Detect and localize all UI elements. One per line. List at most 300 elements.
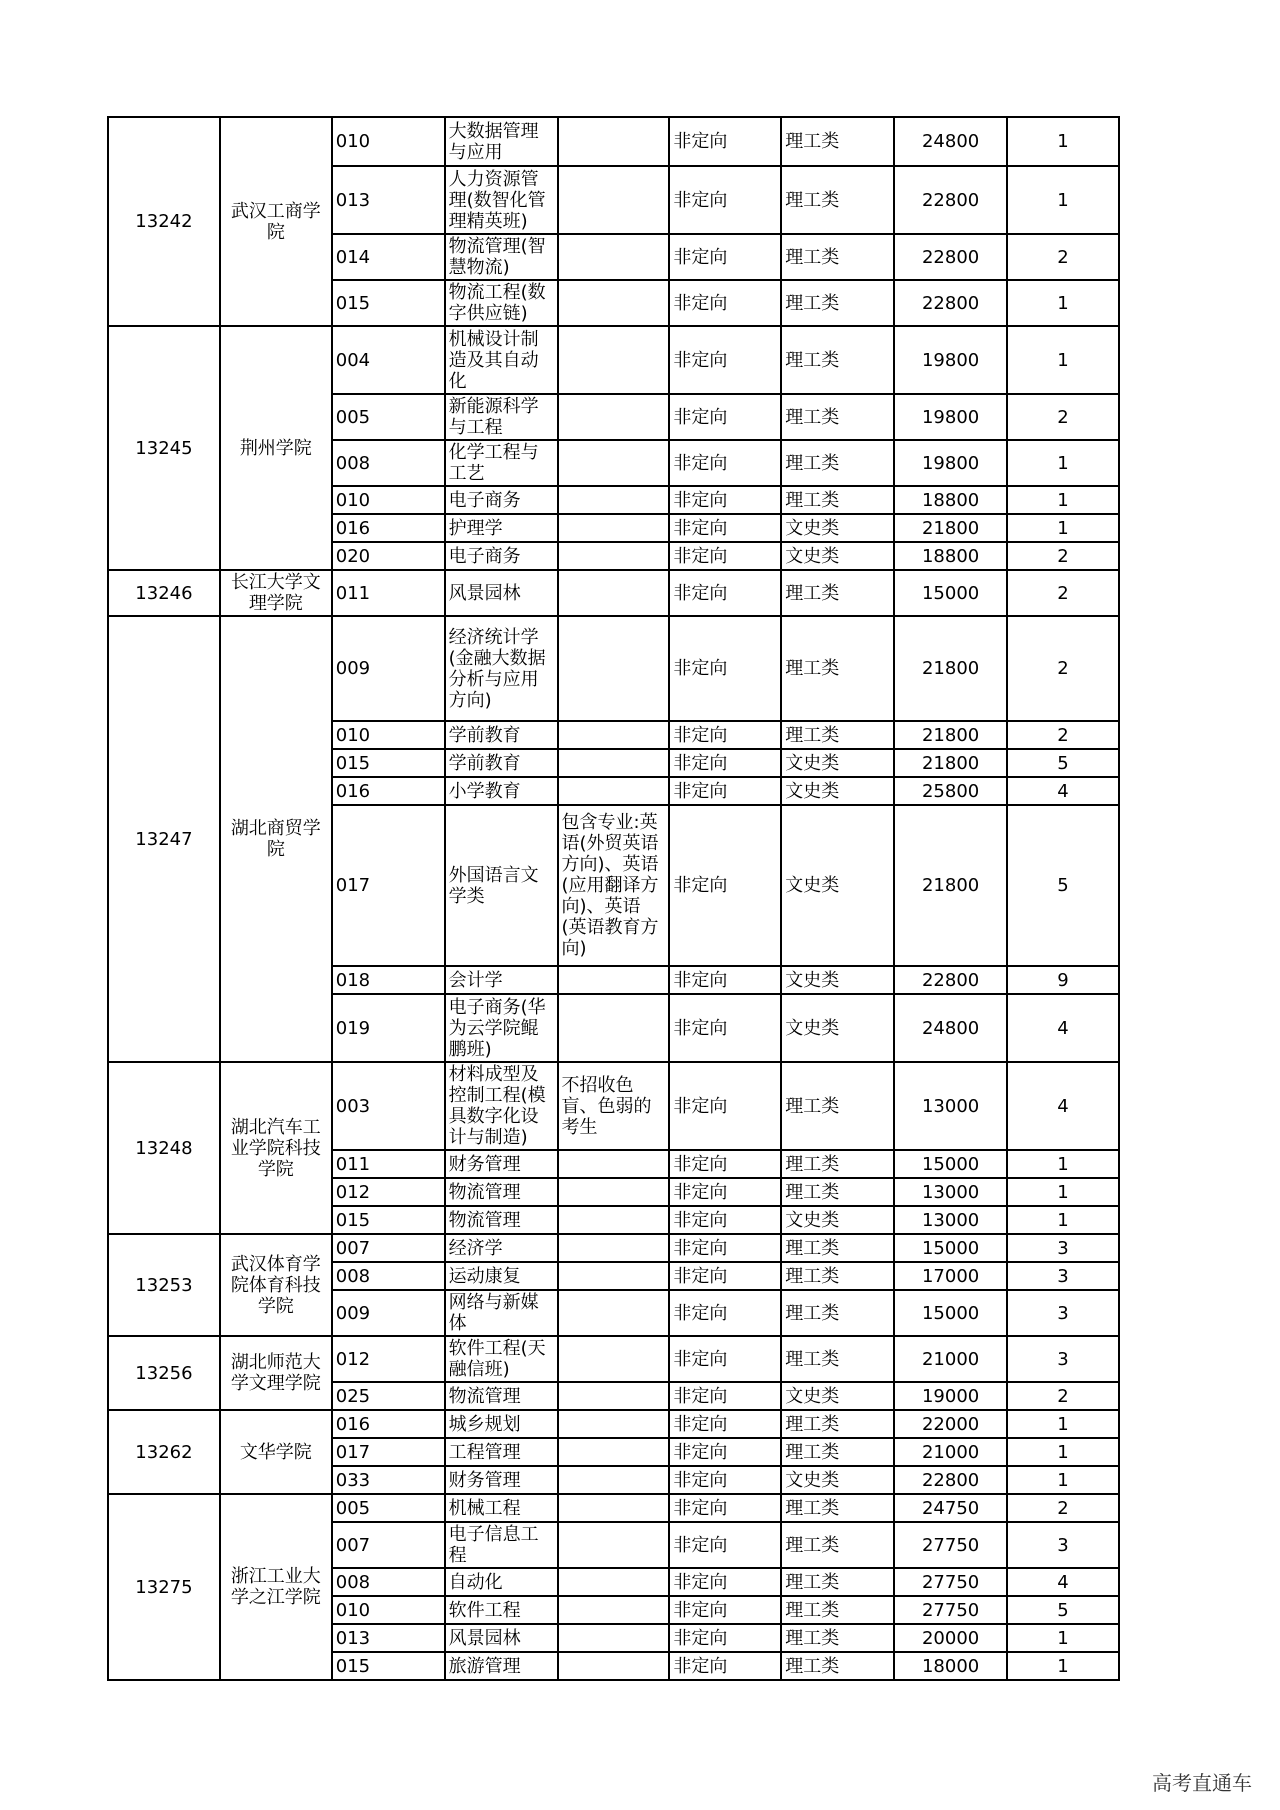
major-name bbox=[445, 749, 558, 777]
plan-type-text: 非定向 bbox=[673, 1534, 728, 1556]
major-code bbox=[332, 966, 445, 994]
major-name bbox=[445, 1234, 558, 1262]
major-note bbox=[558, 280, 670, 326]
school-code-text: 13242 bbox=[135, 211, 193, 232]
major-name bbox=[445, 486, 558, 514]
school-code bbox=[108, 1494, 220, 1680]
major-name-text: 电子商务(华为云学院鲲鹏班) bbox=[448, 996, 546, 1060]
major-code bbox=[332, 1178, 445, 1206]
plan-type-text: 非定向 bbox=[673, 1497, 728, 1519]
table-row bbox=[108, 1494, 1119, 1522]
tuition-fee bbox=[894, 1568, 1007, 1596]
plan-type-text: 非定向 bbox=[673, 131, 728, 152]
plan-count bbox=[1007, 514, 1119, 542]
major-name-text: 人力资源管理(数智化管理精英班) bbox=[448, 168, 546, 232]
plan-count-text: 2 bbox=[1057, 246, 1069, 268]
major-note bbox=[558, 1234, 670, 1262]
major-code-text: 019 bbox=[335, 1017, 371, 1039]
tuition-fee-text: 25800 bbox=[921, 780, 980, 802]
plan-type bbox=[669, 1652, 781, 1680]
plan-count bbox=[1007, 1494, 1119, 1522]
plan-count-text: 1 bbox=[1057, 1655, 1069, 1677]
plan-table bbox=[107, 116, 1120, 1681]
major-name bbox=[445, 326, 558, 394]
major-code bbox=[332, 326, 445, 394]
plan-type-text: 非定向 bbox=[673, 1237, 728, 1259]
major-name-text: 经济学 bbox=[448, 1237, 503, 1259]
subject-category-text: 理工类 bbox=[785, 406, 840, 428]
subject-category-text: 文史类 bbox=[785, 517, 840, 539]
major-code bbox=[332, 542, 445, 570]
subject-category bbox=[781, 1466, 894, 1494]
tuition-fee bbox=[894, 514, 1007, 542]
subject-category bbox=[781, 1568, 894, 1596]
tuition-fee bbox=[894, 326, 1007, 394]
subject-category bbox=[781, 749, 894, 777]
plan-count-text: 1 bbox=[1057, 1181, 1069, 1203]
major-name bbox=[445, 966, 558, 994]
subject-category bbox=[781, 1206, 894, 1234]
major-code-text: 010 bbox=[335, 1599, 371, 1621]
major-code bbox=[332, 234, 445, 280]
plan-type-text: 非定向 bbox=[673, 1627, 728, 1649]
major-note bbox=[558, 326, 670, 394]
school-code-text: 13248 bbox=[135, 1137, 193, 1159]
major-note bbox=[558, 1596, 670, 1624]
school-name-text: 长江大学文理学院 bbox=[230, 572, 321, 614]
subject-category bbox=[781, 440, 894, 486]
subject-category-text: 文史类 bbox=[785, 1209, 840, 1231]
major-name bbox=[445, 721, 558, 749]
plan-type bbox=[669, 1178, 781, 1206]
major-code bbox=[332, 1206, 445, 1234]
subject-category-text: 理工类 bbox=[785, 452, 840, 474]
plan-type bbox=[669, 994, 781, 1062]
school-name bbox=[220, 1062, 332, 1234]
tuition-fee-text: 21000 bbox=[921, 1348, 980, 1370]
tuition-fee bbox=[894, 1596, 1007, 1624]
table-row bbox=[108, 326, 1119, 394]
subject-category-text: 理工类 bbox=[785, 724, 840, 746]
tuition-fee bbox=[894, 994, 1007, 1062]
subject-category bbox=[781, 616, 894, 721]
plan-type bbox=[669, 394, 781, 440]
major-note bbox=[558, 777, 670, 805]
plan-count-text: 2 bbox=[1057, 724, 1069, 746]
plan-count-text: 1 bbox=[1057, 517, 1069, 539]
major-note bbox=[558, 616, 670, 721]
major-name bbox=[445, 1568, 558, 1596]
major-note bbox=[558, 1178, 670, 1206]
plan-count bbox=[1007, 721, 1119, 749]
major-name bbox=[445, 805, 558, 966]
major-note bbox=[558, 542, 670, 570]
tuition-fee bbox=[894, 1150, 1007, 1178]
major-code-text: 011 bbox=[335, 582, 371, 604]
major-code-text: 015 bbox=[335, 752, 371, 774]
major-name-text: 自动化 bbox=[448, 1571, 503, 1593]
major-name-text: 运动康复 bbox=[448, 1265, 521, 1287]
major-code-text: 015 bbox=[335, 1209, 371, 1231]
plan-type bbox=[669, 486, 781, 514]
tuition-fee bbox=[894, 486, 1007, 514]
major-code bbox=[332, 1652, 445, 1680]
subject-category bbox=[781, 1336, 894, 1382]
major-name bbox=[445, 1290, 558, 1336]
plan-type-text: 非定向 bbox=[673, 1385, 728, 1407]
major-name bbox=[445, 570, 558, 616]
subject-category-text: 理工类 bbox=[785, 1534, 840, 1556]
subject-category-text: 理工类 bbox=[785, 1413, 840, 1435]
major-name-text: 风景园林 bbox=[448, 1627, 521, 1649]
plan-count-text: 1 bbox=[1057, 452, 1069, 474]
plan-type bbox=[669, 1466, 781, 1494]
plan-count-text: 1 bbox=[1057, 1153, 1069, 1175]
plan-type bbox=[669, 166, 781, 234]
major-name bbox=[445, 1336, 558, 1382]
school-name bbox=[220, 326, 332, 570]
major-name-text: 化学工程与工艺 bbox=[448, 442, 539, 484]
subject-category bbox=[781, 1438, 894, 1466]
school-name-text: 湖北商贸学院 bbox=[230, 818, 321, 860]
school-code bbox=[108, 326, 220, 570]
tuition-fee-text: 21800 bbox=[921, 517, 980, 539]
major-code bbox=[332, 514, 445, 542]
major-name-text: 软件工程 bbox=[448, 1599, 521, 1621]
plan-count-text: 5 bbox=[1057, 875, 1069, 896]
plan-type bbox=[669, 1438, 781, 1466]
major-code bbox=[332, 1522, 445, 1568]
school-code-text: 13247 bbox=[135, 828, 193, 850]
plan-count bbox=[1007, 1568, 1119, 1596]
major-name bbox=[445, 1382, 558, 1410]
major-code bbox=[332, 1494, 445, 1522]
subject-category-text: 理工类 bbox=[785, 1237, 840, 1259]
plan-type-text: 非定向 bbox=[673, 875, 728, 896]
major-code bbox=[332, 570, 445, 616]
major-code bbox=[332, 1466, 445, 1494]
plan-type-text: 非定向 bbox=[673, 1413, 728, 1435]
major-code bbox=[332, 166, 445, 234]
subject-category-text: 理工类 bbox=[785, 189, 840, 211]
plan-type bbox=[669, 1522, 781, 1568]
tuition-fee bbox=[894, 1382, 1007, 1410]
tuition-fee bbox=[894, 1290, 1007, 1336]
tuition-fee-text: 21800 bbox=[921, 875, 980, 896]
tuition-fee-text: 24750 bbox=[921, 1497, 980, 1519]
tuition-fee bbox=[894, 1652, 1007, 1680]
tuition-fee bbox=[894, 1522, 1007, 1568]
major-code-text: 009 bbox=[335, 1302, 371, 1324]
plan-count bbox=[1007, 1206, 1119, 1234]
plan-type bbox=[669, 234, 781, 280]
plan-count bbox=[1007, 1150, 1119, 1178]
subject-category-text: 理工类 bbox=[785, 1497, 840, 1519]
tuition-fee bbox=[894, 440, 1007, 486]
major-code-text: 013 bbox=[335, 1627, 371, 1649]
school-code bbox=[108, 1234, 220, 1336]
major-note bbox=[558, 1624, 670, 1652]
school-name-text: 文华学院 bbox=[239, 1441, 312, 1463]
plan-type-text: 非定向 bbox=[673, 780, 728, 802]
tuition-fee bbox=[894, 1206, 1007, 1234]
major-name bbox=[445, 1438, 558, 1466]
major-name-text: 物流管理(智慧物流) bbox=[448, 236, 546, 278]
tuition-fee-text: 17000 bbox=[921, 1265, 980, 1287]
major-code bbox=[332, 1438, 445, 1466]
major-code-text: 010 bbox=[335, 131, 371, 152]
subject-category-text: 理工类 bbox=[785, 1348, 840, 1370]
plan-count-text: 1 bbox=[1057, 1627, 1069, 1649]
major-name bbox=[445, 542, 558, 570]
major-code bbox=[332, 616, 445, 721]
plan-type bbox=[669, 1234, 781, 1262]
watermark-text: 高考直通车 bbox=[1152, 1771, 1252, 1795]
major-code bbox=[332, 1382, 445, 1410]
major-name-text: 电子信息工程 bbox=[448, 1524, 539, 1566]
plan-count bbox=[1007, 1336, 1119, 1382]
tuition-fee bbox=[894, 394, 1007, 440]
table-body bbox=[108, 117, 1119, 1680]
plan-count bbox=[1007, 1410, 1119, 1438]
major-name-text: 护理学 bbox=[448, 517, 503, 539]
major-name-text: 财务管理 bbox=[448, 1469, 521, 1491]
subject-category-text: 文史类 bbox=[785, 545, 840, 567]
major-note bbox=[558, 1652, 670, 1680]
major-note bbox=[558, 394, 670, 440]
major-name-text: 财务管理 bbox=[448, 1153, 521, 1175]
plan-type bbox=[669, 280, 781, 326]
tuition-fee bbox=[894, 166, 1007, 234]
subject-category-text: 文史类 bbox=[785, 780, 840, 802]
plan-type bbox=[669, 749, 781, 777]
plan-count bbox=[1007, 1262, 1119, 1290]
tuition-fee-text: 15000 bbox=[921, 1153, 980, 1175]
major-code bbox=[332, 440, 445, 486]
plan-count bbox=[1007, 994, 1119, 1062]
major-code-text: 004 bbox=[335, 349, 371, 371]
school-name-text: 湖北师范大学文理学院 bbox=[230, 1352, 321, 1394]
subject-category-text: 理工类 bbox=[785, 1265, 840, 1287]
tuition-fee bbox=[894, 1624, 1007, 1652]
subject-category bbox=[781, 570, 894, 616]
plan-count bbox=[1007, 1062, 1119, 1150]
major-code-text: 033 bbox=[335, 1469, 371, 1491]
subject-category-text: 理工类 bbox=[785, 658, 840, 679]
plan-count-text: 1 bbox=[1057, 1209, 1069, 1231]
plan-type bbox=[669, 777, 781, 805]
major-name bbox=[445, 1494, 558, 1522]
tuition-fee bbox=[894, 542, 1007, 570]
major-name-text: 网络与新媒体 bbox=[448, 1292, 539, 1334]
school-code-text: 13245 bbox=[135, 437, 193, 459]
plan-count-text: 3 bbox=[1057, 1534, 1069, 1556]
major-name bbox=[445, 1150, 558, 1178]
subject-category-text: 理工类 bbox=[785, 489, 840, 511]
plan-type-text: 非定向 bbox=[673, 1209, 728, 1231]
tuition-fee bbox=[894, 721, 1007, 749]
plan-type bbox=[669, 966, 781, 994]
major-name-text: 风景园林 bbox=[448, 582, 521, 604]
tuition-fee bbox=[894, 1178, 1007, 1206]
major-name bbox=[445, 440, 558, 486]
subject-category-text: 理工类 bbox=[785, 1302, 840, 1324]
plan-type-text: 非定向 bbox=[673, 752, 728, 774]
major-note bbox=[558, 1410, 670, 1438]
plan-type-text: 非定向 bbox=[673, 1265, 728, 1287]
table-row bbox=[108, 1062, 1119, 1150]
tuition-fee-text: 21800 bbox=[921, 724, 980, 746]
subject-category-text: 理工类 bbox=[785, 1153, 840, 1175]
plan-type-text: 非定向 bbox=[673, 658, 728, 679]
major-code-text: 010 bbox=[335, 489, 371, 511]
major-name-text: 外国语言文学类 bbox=[448, 864, 539, 907]
plan-count bbox=[1007, 570, 1119, 616]
major-code bbox=[332, 1262, 445, 1290]
tuition-fee bbox=[894, 117, 1007, 166]
tuition-fee-text: 22800 bbox=[921, 292, 980, 314]
major-note bbox=[558, 994, 670, 1062]
subject-category-text: 理工类 bbox=[785, 131, 840, 152]
table-row bbox=[108, 1234, 1119, 1262]
major-code bbox=[332, 749, 445, 777]
subject-category-text: 理工类 bbox=[785, 1599, 840, 1621]
school-code bbox=[108, 1410, 220, 1494]
plan-type-text: 非定向 bbox=[673, 1153, 728, 1175]
major-note bbox=[558, 1290, 670, 1336]
major-code-text: 007 bbox=[335, 1534, 371, 1556]
subject-category bbox=[781, 1150, 894, 1178]
subject-category bbox=[781, 721, 894, 749]
major-code-text: 005 bbox=[335, 1497, 371, 1519]
tuition-fee-text: 21800 bbox=[921, 752, 980, 774]
major-name-text: 旅游管理 bbox=[448, 1655, 521, 1677]
subject-category-text: 文史类 bbox=[785, 752, 840, 774]
major-name bbox=[445, 994, 558, 1062]
plan-count bbox=[1007, 1382, 1119, 1410]
major-name bbox=[445, 1596, 558, 1624]
plan-type-text: 非定向 bbox=[673, 1095, 728, 1117]
subject-category bbox=[781, 1522, 894, 1568]
major-code bbox=[332, 1596, 445, 1624]
school-name-text: 荆州学院 bbox=[239, 437, 312, 459]
plan-count bbox=[1007, 542, 1119, 570]
admission-plan-table bbox=[107, 116, 1120, 1686]
tuition-fee-text: 19800 bbox=[921, 452, 980, 474]
tuition-fee-text: 21000 bbox=[921, 1441, 980, 1463]
major-note bbox=[558, 1522, 670, 1568]
major-code-text: 025 bbox=[335, 1385, 371, 1407]
plan-count-text: 5 bbox=[1057, 1599, 1069, 1621]
major-name-text: 软件工程(天融信班) bbox=[448, 1338, 546, 1380]
major-name bbox=[445, 1652, 558, 1680]
subject-category bbox=[781, 1290, 894, 1336]
tuition-fee-text: 15000 bbox=[921, 1302, 980, 1324]
plan-type bbox=[669, 1410, 781, 1438]
subject-category bbox=[781, 486, 894, 514]
major-code-text: 015 bbox=[335, 292, 371, 314]
major-code-text: 013 bbox=[335, 189, 371, 211]
plan-count-text: 1 bbox=[1057, 189, 1069, 211]
subject-category bbox=[781, 1062, 894, 1150]
major-name bbox=[445, 1522, 558, 1568]
school-name bbox=[220, 117, 332, 326]
subject-category bbox=[781, 166, 894, 234]
plan-type bbox=[669, 514, 781, 542]
plan-type bbox=[669, 1596, 781, 1624]
plan-count-text: 2 bbox=[1057, 406, 1069, 428]
major-note bbox=[558, 1438, 670, 1466]
tuition-fee bbox=[894, 1438, 1007, 1466]
plan-count bbox=[1007, 1596, 1119, 1624]
major-note bbox=[558, 721, 670, 749]
plan-type bbox=[669, 805, 781, 966]
tuition-fee-text: 18800 bbox=[921, 489, 980, 511]
school-name bbox=[220, 1336, 332, 1410]
plan-count bbox=[1007, 1234, 1119, 1262]
subject-category bbox=[781, 994, 894, 1062]
major-name bbox=[445, 1062, 558, 1150]
major-code bbox=[332, 1150, 445, 1178]
major-note bbox=[558, 749, 670, 777]
major-name bbox=[445, 1624, 558, 1652]
subject-category-text: 理工类 bbox=[785, 1181, 840, 1203]
tuition-fee bbox=[894, 777, 1007, 805]
subject-category-text: 理工类 bbox=[785, 292, 840, 314]
tuition-fee-text: 27750 bbox=[921, 1534, 980, 1556]
major-code bbox=[332, 394, 445, 440]
major-name-text: 材料成型及控制工程(模具数字化设计与制造) bbox=[448, 1064, 546, 1148]
tuition-fee bbox=[894, 1410, 1007, 1438]
major-name-text: 物流管理 bbox=[448, 1209, 521, 1231]
subject-category bbox=[781, 117, 894, 166]
plan-count bbox=[1007, 234, 1119, 280]
plan-type bbox=[669, 721, 781, 749]
plan-type bbox=[669, 616, 781, 721]
major-note bbox=[558, 1568, 670, 1596]
subject-category bbox=[781, 777, 894, 805]
school-code bbox=[108, 1336, 220, 1410]
plan-count-text: 4 bbox=[1057, 780, 1069, 802]
major-code-text: 017 bbox=[335, 875, 371, 896]
major-code bbox=[332, 994, 445, 1062]
school-name-text: 武汉体育学院体育科技学院 bbox=[230, 1253, 321, 1317]
major-code-text: 016 bbox=[335, 1413, 371, 1435]
school-name bbox=[220, 616, 332, 1062]
tuition-fee bbox=[894, 570, 1007, 616]
major-name-text: 学前教育 bbox=[448, 752, 521, 774]
major-note bbox=[558, 1150, 670, 1178]
plan-type-text: 非定向 bbox=[673, 1181, 728, 1203]
major-note bbox=[558, 117, 670, 166]
subject-category bbox=[781, 966, 894, 994]
plan-count bbox=[1007, 1178, 1119, 1206]
major-name bbox=[445, 1262, 558, 1290]
plan-count bbox=[1007, 280, 1119, 326]
tuition-fee-text: 19000 bbox=[921, 1385, 980, 1407]
plan-type bbox=[669, 1382, 781, 1410]
plan-type bbox=[669, 542, 781, 570]
tuition-fee-text: 22800 bbox=[921, 189, 980, 211]
plan-type-text: 非定向 bbox=[673, 452, 728, 474]
major-code-text: 008 bbox=[335, 1571, 371, 1593]
subject-category bbox=[781, 542, 894, 570]
subject-category-text: 文史类 bbox=[785, 1017, 840, 1039]
major-note bbox=[558, 1382, 670, 1410]
major-code-text: 005 bbox=[335, 406, 371, 428]
plan-count-text: 3 bbox=[1057, 1237, 1069, 1259]
major-code-text: 008 bbox=[335, 452, 371, 474]
